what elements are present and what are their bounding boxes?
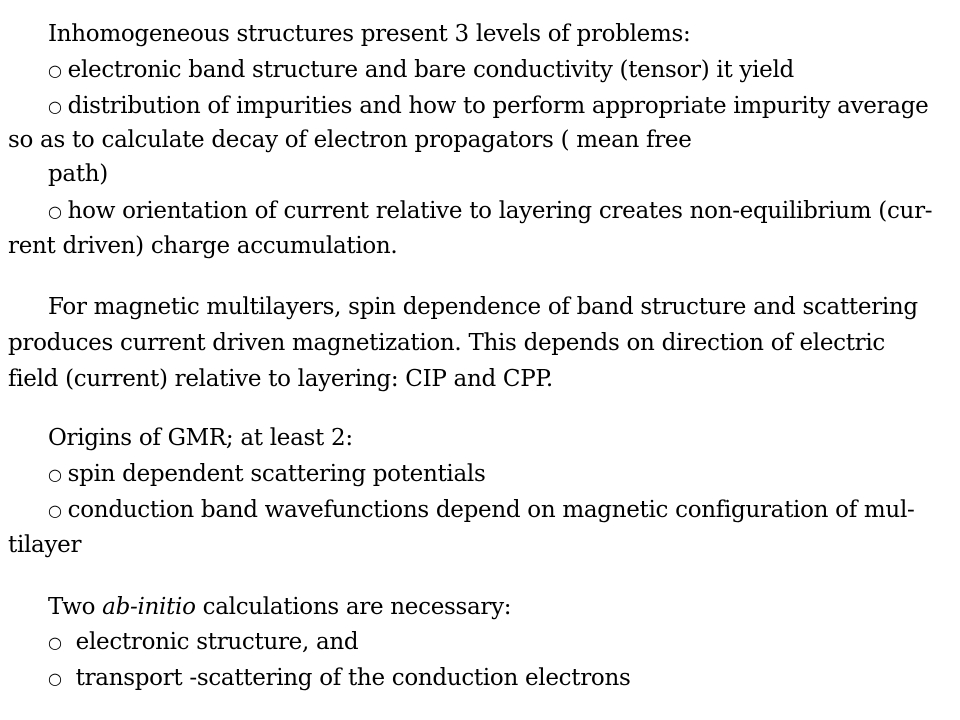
section4-heading-prefix: Two [48,594,103,620]
section1-item1 [48,54,794,87]
section4-item1 [48,626,358,659]
section4-heading-suffix: calculations are necessary: [195,594,512,620]
section3-item2-text-line2: tilayer [8,532,82,558]
section2-line2 [8,327,885,359]
bullet-icon: ○ [48,669,62,688]
section1-item3-line2 [8,230,397,262]
section1-heading [48,18,690,50]
section3-heading [48,422,353,454]
section2-text-line1: For magnetic multilayers, spin dependence of band structure and scattering [48,294,918,320]
section4-item2 [48,662,630,695]
section3-item2-text-line1: conduction band wavefunctions depend on magnetic configuration of mul- [67,497,915,523]
section4-heading [48,591,511,623]
bullet-icon: ○ [48,465,62,484]
section3-item1 [48,458,485,491]
section1-heading-text: Inhomogeneous structures present 3 levels of problems: [48,21,691,47]
section4-item2-text: transport -scattering of the conduction electrons [75,665,631,691]
section2-line1 [48,291,918,323]
section1-item2-line1 [48,90,928,123]
bullet-icon: ○ [48,202,62,221]
section1-item3-text-line2: rent driven) charge accumulation. [8,233,398,259]
section3-heading-text: Origins of GMR; at least 2: [48,425,353,451]
section1-item2-text-line3: path) [48,161,108,187]
section1-item2-text-line2: so as to calculate decay of electron propagators ( mean free [8,127,692,153]
bullet-icon: ○ [48,633,62,652]
section2-text-line3: field (current) relative to layering: CIP and CPP. [8,366,553,392]
section3-item2-line2 [8,529,81,561]
section1-item3-text-line1: how orientation of current relative to layering creates non-equilibrium (cur- [67,198,933,224]
section4-item1-text: electronic structure, and [75,629,359,655]
section2-text-line2: produces current driven magnetization. This depends on direction of electric [8,330,886,356]
section1-item2-line3 [48,158,108,190]
bullet-icon: ○ [48,61,62,80]
section3-item2-line1 [48,494,914,527]
section3-item1-text: spin dependent scattering potentials [67,461,486,487]
bullet-icon: ○ [48,97,62,116]
bullet-icon: ○ [48,501,62,520]
section1-item1-text: electronic band structure and bare conductivity (tensor) it yield [67,57,794,83]
section1-item2-line2 [8,124,692,156]
section4-heading-italic: ab-initio [102,594,196,620]
section1-item3-line1 [48,195,932,228]
section1-item2-text-line1: distribution of impurities and how to perform appropriate impurity average [67,93,929,119]
section2-line3 [8,363,553,395]
